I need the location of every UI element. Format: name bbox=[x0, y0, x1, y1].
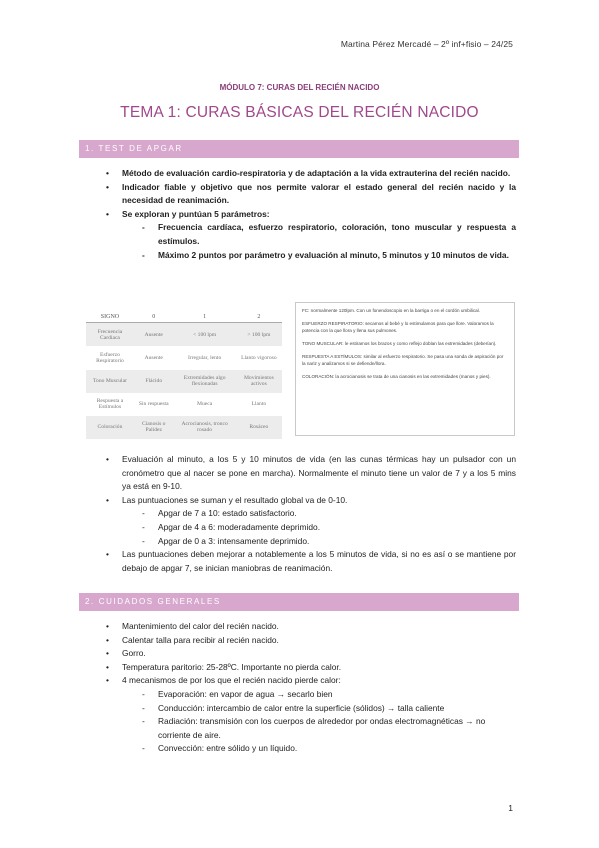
table-cell: Ausente bbox=[134, 346, 174, 369]
table-cell: Frecuencia Cardiaca bbox=[86, 323, 134, 347]
table-cell: Llanto vigoroso bbox=[236, 346, 282, 369]
list-item: • Gorro. bbox=[106, 647, 516, 661]
page-title: TEMA 1: CURAS BÁSICAS DEL RECIÉN NACIDO bbox=[120, 104, 479, 121]
sub-item: - Apgar de 7 a 10: estado satisfactorio. bbox=[106, 507, 516, 521]
table-cell: Cianosis o Palidez bbox=[134, 416, 174, 439]
table-cell: Movimientos activos bbox=[236, 370, 282, 393]
note-muscle-tone: TONO MUSCULAR: le estiramos los brazos y como reflejo doblan las extremidades (deberían). bbox=[302, 341, 497, 346]
section-heading-label: 2. CUIDADOS GENERALES bbox=[85, 597, 221, 606]
list-item: • Se exploran y puntúan 5 parámetros: bbox=[106, 208, 516, 222]
table-cell: Esfuerzo Respiratorio bbox=[86, 346, 134, 369]
section-heading-apgar bbox=[79, 140, 519, 158]
table-row bbox=[86, 416, 282, 439]
table-row bbox=[86, 370, 282, 393]
table-cell: < 100 lpm bbox=[174, 323, 236, 347]
table-header: 2 bbox=[236, 311, 282, 323]
list-item: • Temperatura paritorio: 25-28ºC. Importante no pierda calor. bbox=[106, 661, 516, 675]
table-row bbox=[86, 393, 282, 416]
sub-item: - Apgar de 4 a 6: moderadamente deprimido. bbox=[106, 521, 516, 535]
table-row bbox=[86, 323, 282, 347]
section-heading-label: 1. TEST DE APGAR bbox=[85, 144, 183, 153]
table-cell: Rosáceo bbox=[236, 416, 282, 439]
sub-item: - Máximo 2 puntos por parámetro y evaluación al minuto, 5 minutos y 10 minutos de vida. bbox=[106, 249, 516, 263]
table-cell: Respuesta a Estímulos bbox=[86, 393, 134, 416]
table-cell: Flácido bbox=[134, 370, 174, 393]
table-cell: Irregular, lento bbox=[174, 346, 236, 369]
cuidados-list bbox=[106, 620, 516, 756]
table-header: SIGNO bbox=[86, 311, 134, 323]
sub-item: - Evaporación: en vapor de agua → secarlo bien bbox=[106, 688, 516, 702]
table-cell: Ausente bbox=[134, 323, 174, 347]
note-stimulus: RESPUESTA A ESTÍMULOS: similar al esfuerzo respiratorio. Se pasa una sonda de aspiración por la nariz y analizamos si se defiende/llora. bbox=[302, 354, 504, 366]
table-cell: Extremidades algo flexionadas bbox=[174, 370, 236, 393]
table-row bbox=[86, 346, 282, 369]
apgar-list bbox=[106, 167, 516, 262]
sub-item: - Radiación: transmisión con los cuerpos de alrededor por ondas electromagnéticas → no corriente de aire. bbox=[106, 715, 516, 742]
table-header: 0 bbox=[134, 311, 174, 323]
list-item: • Método de evaluación cardio-respiratoria y de adaptación a la vida extrauterina del recién nacido. bbox=[106, 167, 516, 181]
table-cell: Acrocianosis, tronco rosado bbox=[174, 416, 236, 439]
list-item: • 4 mecanismos de por los que el recién nacido pierde calor: bbox=[106, 674, 516, 688]
notes-box bbox=[295, 302, 515, 436]
list-item: • Evaluación al minuto, a los 5 y 10 minutos de vida (en las cunas térmicas hay un pulsador con un cronómetro que al nacer se pone en marcha). Normalmente el minuto tiene un valor de 7 y a los 5 mins ya está en 9-10. bbox=[106, 453, 516, 494]
list-item: • Mantenimiento del calor del recién nacido. bbox=[106, 620, 516, 634]
sub-item: - Apgar de 0 a 3: intensamente deprimido. bbox=[106, 535, 516, 549]
note-color: COLORACIÓN: la acrocianosis se trata de una cianosis en las extremidades (manos y pies). bbox=[302, 374, 491, 379]
sub-item: - Frecuencia cardíaca, esfuerzo respiratorio, coloración, tono muscular y respuesta a estímulos. bbox=[106, 221, 516, 248]
table-cell: > 100 lpm bbox=[236, 323, 282, 347]
table-cell: Mueca bbox=[174, 393, 236, 416]
sub-item: - Conducción: intercambio de calor entre la superficie (sólidos) → talla caliente bbox=[106, 702, 516, 716]
section-heading-cuidados bbox=[79, 593, 519, 611]
sub-item: - Convección: entre sólido y un líquido. bbox=[106, 742, 516, 756]
note-respiratory: ESFUERZO RESPIRATORIO: secamos al bebé y lo estimulamos para que llore. Valoramos la potencia con la que llora y llena sus pulmones. bbox=[302, 321, 494, 333]
table-cell: Sin respuesta bbox=[134, 393, 174, 416]
header-author: Martina Pérez Mercadé – 2º inf+fisio – 24/25 bbox=[340, 39, 513, 49]
table-cell: Llanto bbox=[236, 393, 282, 416]
list-item: • Indicador fiable y objetivo que nos permite valorar el estado general del recién nacido y la necesidad de reanimación. bbox=[106, 181, 516, 208]
module-heading: MÓDULO 7: CURAS DEL RECIÉN NACIDO bbox=[219, 83, 380, 92]
table-header: 1 bbox=[174, 311, 236, 323]
page-number: 1 bbox=[508, 803, 513, 813]
table-cell: Coloración bbox=[86, 416, 134, 439]
list-item: • Las puntuaciones se suman y el resultado global va de 0-10. bbox=[106, 494, 516, 508]
list-item: • Las puntuaciones deben mejorar a notablemente a los 5 minutos de vida, si no es así o se mantiene por debajo de apgar 7, se inician maniobras de reanimación. bbox=[106, 548, 516, 575]
apgar-evaluation-list bbox=[106, 453, 516, 575]
list-item: • Calentar talla para recibir al recién nacido. bbox=[106, 634, 516, 648]
apgar-table bbox=[86, 311, 282, 439]
table-cell: Tono Muscular bbox=[86, 370, 134, 393]
note-fc: FC: normalmente 120lpm. Con un fonendoscopio en la barriga o en el cordón umbilical. bbox=[302, 308, 480, 313]
